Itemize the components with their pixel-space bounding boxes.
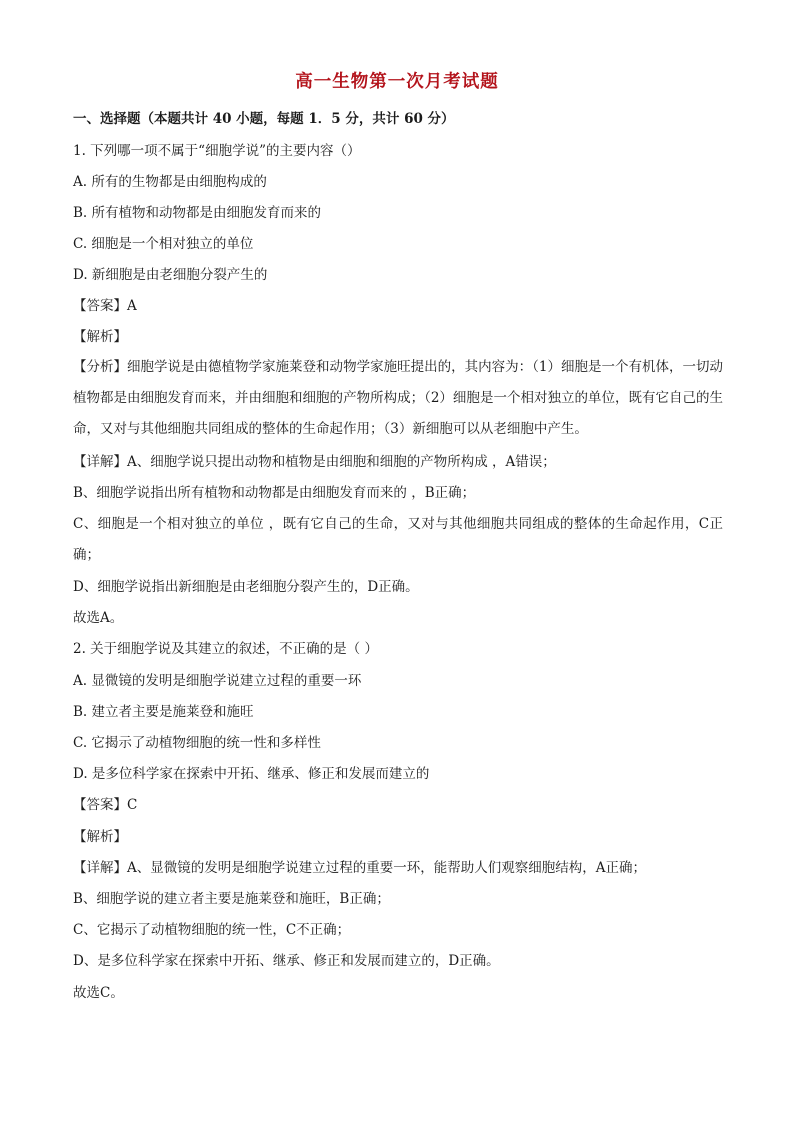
question-2-option-a: A. 显微镜的发明是细胞学说建立过程的重要一环	[73, 673, 362, 689]
question-2-stem: 2. 关于细胞学说及其建立的叙述，不正确的是（ ）	[73, 641, 378, 657]
section-header: 一、选择题（本题共计 40 小题，每题 1．5 分，共计 60 分）	[73, 111, 455, 127]
question-2-detail-d: D、是多位科学家在探索中开拓、继承、修正和发展而建立的，D正确。	[73, 953, 500, 969]
question-2-conclusion: 故选C。	[73, 985, 124, 1001]
answer-label: 【答案】	[73, 298, 127, 314]
question-2-option-b: B. 建立者主要是施莱登和施旺	[73, 704, 254, 720]
question-1-stem: 1. 下列哪一项不属于“细胞学说”的主要内容（）	[73, 143, 361, 159]
question-1-option-a: A. 所有的生物都是由细胞构成的	[73, 174, 267, 190]
question-1-detail-d: D、细胞学说指出新细胞是由老细胞分裂产生的，D正确。	[73, 579, 419, 595]
question-1-option-c: C. 细胞是一个相对独立的单位	[73, 236, 254, 252]
question-2-analysis-label: 【解析】	[73, 829, 127, 845]
question-2-detail-c: C、它揭示了动植物细胞的统一性，C不正确；	[73, 922, 351, 938]
question-1-analysis-text: 【分析】细胞学说是由德植物学家施莱登和动物学家施旺提出的，其内容为：（1）细胞是一个有机体，一切动植物都是由细胞发育而来，并由细胞和细胞的产物所构成；（2）细胞是一个相对独立的单位，既有它自己的生命，又对与其他细胞共同组成的整体的生命起作用；（3）新细胞可以从老细胞中产生。	[73, 359, 723, 437]
question-1-detail-b: B、细胞学说指出所有植物和动物都是由细胞发育而来的 ，B正确；	[73, 485, 476, 501]
question-2-detail-b: B、细胞学说的建立者主要是施莱登和施旺，B正确；	[73, 891, 390, 907]
question-1-detail-a: 【详解】A、细胞学说只提出动物和植物是由细胞和细胞的产物所构成 ，A错误；	[73, 454, 556, 470]
question-1-option-b: B. 所有植物和动物都是由细胞发育而来的	[73, 205, 322, 221]
question-2-answer	[73, 796, 137, 814]
question-2-option-c: C. 它揭示了动植物细胞的统一性和多样性	[73, 735, 321, 751]
question-2-detail-a: 【详解】A、显微镜的发明是细胞学说建立过程的重要一环，能帮助人们观察细胞结构，A正确；	[73, 860, 646, 876]
answer-value: A	[127, 298, 137, 314]
question-1-option-d: D. 新细胞是由老细胞分裂产生的	[73, 267, 268, 283]
question-1-conclusion: 故选A。	[73, 610, 124, 626]
answer-label: 【答案】	[73, 797, 127, 813]
answer-value: C	[127, 797, 138, 813]
question-1-answer	[73, 297, 137, 315]
page-title: 高一生物第一次月考试题	[295, 72, 499, 92]
question-2-option-d: D. 是多位科学家在探索中开拓、继承、修正和发展而建立的	[73, 766, 430, 782]
question-1-detail-c: C、细胞是一个相对独立的单位 ，既有它自己的生命，又对与其他细胞共同组成的整体的生命起作用，C正确；	[73, 516, 723, 563]
question-1-analysis-label: 【解析】	[73, 329, 127, 345]
